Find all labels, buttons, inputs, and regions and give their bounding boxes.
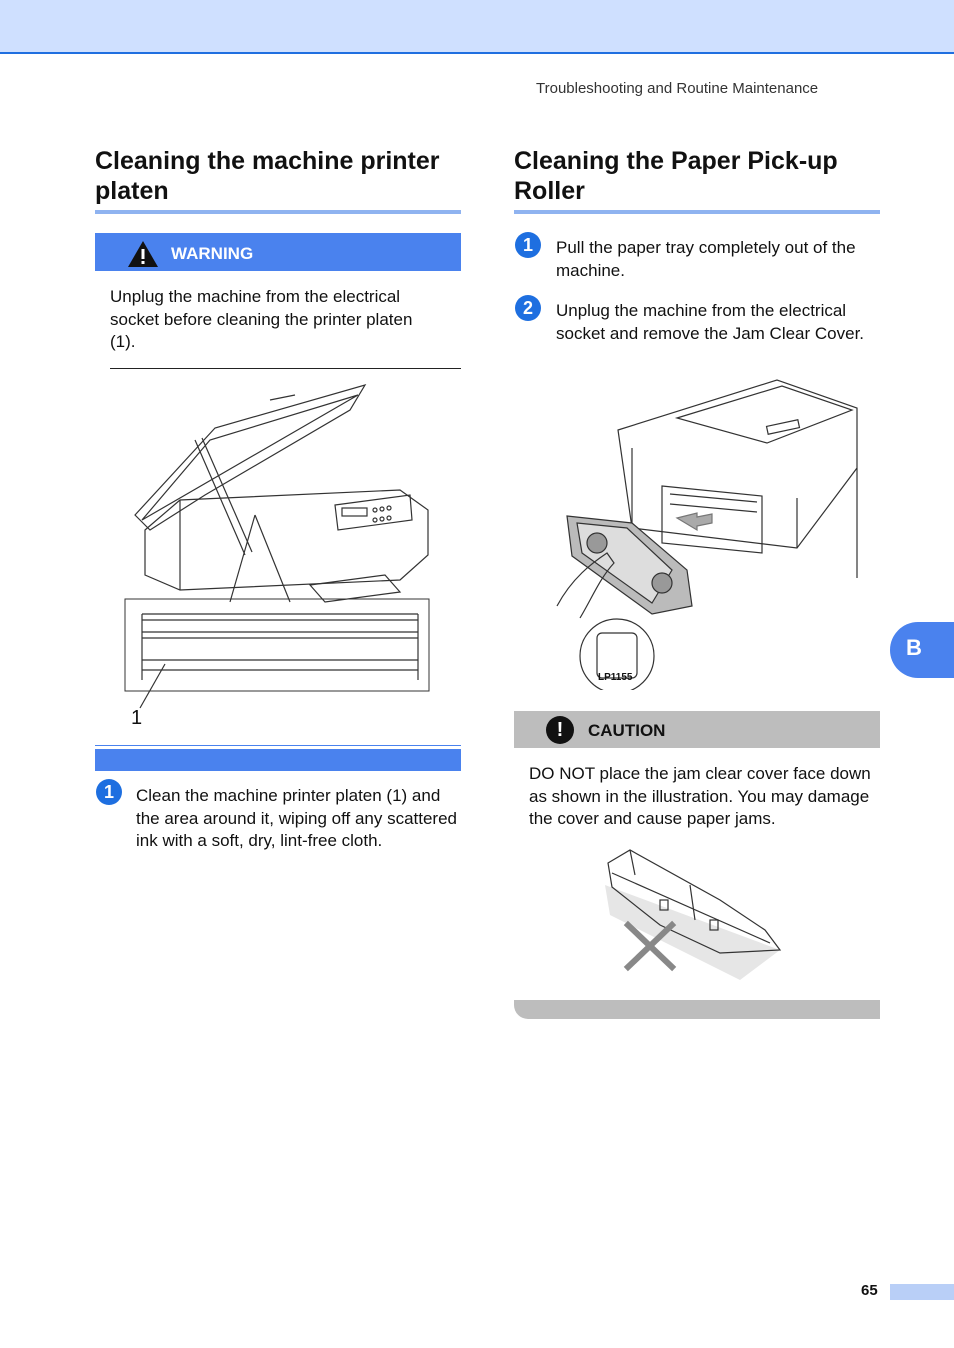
face-down-cover-illustration (600, 845, 790, 985)
caution-text: DO NOT place the jam clear cover face down as shown in the illustration. You may damage the cover and cause paper jams. (529, 764, 871, 828)
section-heading-roller: Cleaning the Paper Pick-up Roller (514, 147, 838, 205)
printer-platen-illustration (120, 380, 440, 730)
warning-text: Unplug the machine from the electrical socket before cleaning the printer platen (1). (110, 287, 413, 351)
warning-rule (110, 368, 461, 369)
page-number-bar (890, 1284, 954, 1300)
page-number: 65 (861, 1282, 878, 1299)
exclamation-icon: ! (546, 716, 574, 744)
chapter-letter: B (906, 635, 922, 660)
warning-label: WARNING (171, 244, 254, 263)
step-badge-left-1: 1 (96, 779, 122, 805)
figure-code: LP1155 (598, 672, 633, 683)
heading-rule (95, 210, 461, 214)
step-badge-right-1: 1 (515, 232, 541, 258)
section-heading-platen: Cleaning the machine printer platen (95, 147, 440, 205)
caution-end-bar (514, 1000, 880, 1019)
header-band (0, 0, 954, 54)
step-text-left-1: Clean the machine printer platen (1) and the area around it, wiping off any scattered ink with a soft, dry, lint-free cloth. (136, 786, 457, 850)
caution-label: CAUTION (588, 721, 666, 740)
jam-clear-cover-illustration (552, 378, 860, 690)
warning-end-bar (95, 747, 461, 771)
step-text-right-1: Pull the paper tray completely out of the machine. (556, 238, 856, 280)
warning-end-line (95, 745, 461, 746)
chapter-tab (890, 622, 954, 678)
step-text-right-2: Unplug the machine from the electrical socket and remove the Jam Clear Cover. (556, 301, 865, 343)
warning-triangle-icon (126, 239, 160, 269)
running-title: Troubleshooting and Routine Maintenance (536, 80, 819, 97)
step-badge-right-2: 2 (515, 295, 541, 321)
heading-rule-right (514, 210, 880, 214)
figure-callout-1: 1 (131, 707, 143, 729)
